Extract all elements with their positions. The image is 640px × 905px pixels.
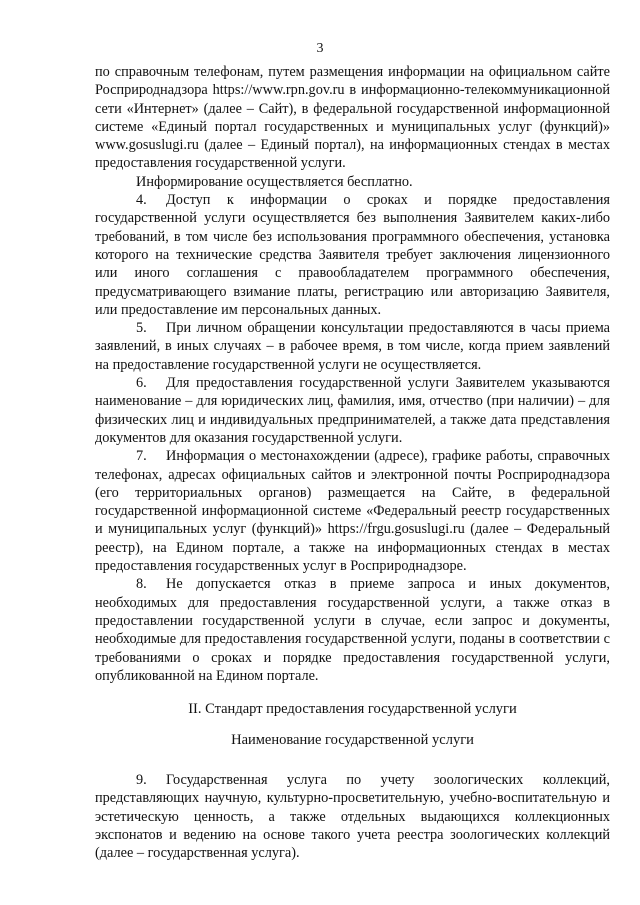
item-number: 7. [136, 448, 147, 465]
item-number: 8. [136, 576, 147, 593]
item-number: 5. [136, 320, 147, 337]
document-body [95, 63, 610, 863]
paragraph-item-5 [95, 319, 610, 374]
paragraph-item-8 [95, 575, 610, 685]
item-text: При личном обращении консультации предоставляются в часы приема заявлений, в иных случаях – в рабочее время, в том числе, когда прием заявлений на предоставление государственной услуги не осуществляется. [95, 320, 610, 373]
paragraph-item-9 [95, 771, 610, 862]
subsection-heading: Наименование государственной услуги [231, 732, 474, 749]
item-number: 6. [136, 375, 147, 392]
paragraph-free-informing: Информирование осуществляется бесплатно. [136, 173, 413, 190]
item-text: Информация о местонахождении (адресе), графике работы, справочных телефонах, адресах официальных сайтов и электронной почты Росприроднадзора (его территориальных органов) размещается на Сайте, в федеральной государственной информационной системе «Федеральный реестр государственных и муниципальных услуг (функций)» https://frgu.gosuslugi.ru (далее – Федеральный реестр), на Едином портале, а также на информационных стендах в местах предоставления государственных услуг в Росприроднадзоре. [95, 448, 610, 575]
item-number: 9. [136, 772, 147, 789]
item-text: Государственная услуга по учету зоологических коллекций, представляющих научную, культурно-просветительную, учебно-воспитательную и эстетическую ценность, а также отдельных выдающихся коллекционных экспонатов и ведению на основе такого учета реестра зоологических коллекций (далее – государственная услуга). [95, 772, 610, 862]
section-heading: II. Стандарт предоставления государственной услуги [188, 701, 517, 718]
paragraph-continuation: по справочным телефонам, путем размещения информации на официальном сайте Росприроднадзора https://www.rpn.gov.ru в информационно-телекоммуникационной сети «Интернет» (далее – Сайт), в федеральной государственной информационной системе «Единый портал государственных и муниципальных услуг (функций)» www.gosuslugi.ru (далее – Единый портал), на информационных стендах в местах предоставления государственной услуги. [95, 64, 610, 172]
paragraph-item-4 [95, 191, 610, 319]
paragraph-item-7 [95, 447, 610, 575]
item-number: 4. [136, 192, 147, 209]
page-number: 3 [316, 41, 324, 56]
item-text: Доступ к информации о сроках и порядке предоставления государственной услуги осуществляется без выполнения Заявителем каких-либо требований, в том числе без использования программного обеспечения, установка которого на технические средства Заявителя требует заключения лицензионного или иного соглашения с правообладателем программного обеспечения, предусматривающего взимание платы, регистрацию или авторизацию Заявителя, или предоставление им персональных данных. [95, 192, 610, 318]
item-text: Не допускается отказ в приеме запроса и иных документов, необходимых для предоставления государственной услуги, а также отказ в предоставлении государственной услуги в случае, если запрос и документы, необходимые для предоставления государственной услуги, поданы в соответствии с требованиями о сроках и порядке предоставления государственной услуги, опубликованной на Едином портале. [95, 576, 610, 684]
paragraph-item-6 [95, 374, 610, 447]
item-text: Для предоставления государственной услуги Заявителем указываются наименование – для юридических лиц, фамилия, имя, отчество (при наличии) – для физических лиц и индивидуальных предпринимателей, а также дата представления документов для оказания государственной услуги. [95, 375, 610, 446]
